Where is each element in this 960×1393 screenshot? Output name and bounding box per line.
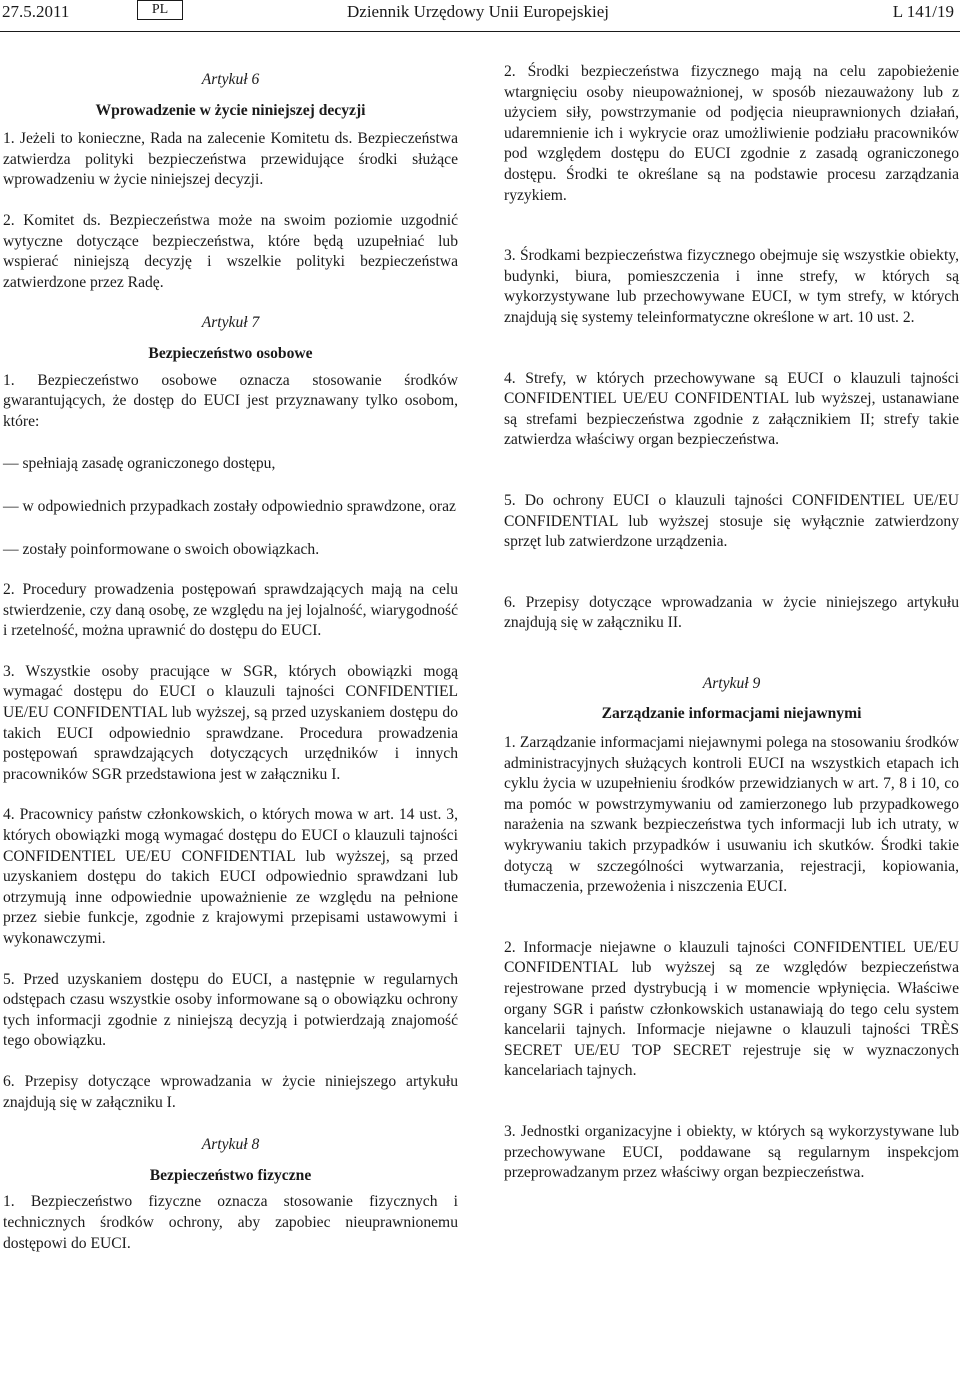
article-8-number: Artykuł 8: [201, 1136, 260, 1154]
page-header: [0, 0, 960, 34]
page-reference: L 141/19: [892, 2, 954, 21]
article-8-paragraph-4: 4. Strefy, w których przechowywane są EUCI o klauzuli tajności CONFIDENTIEL UE/EU CONFIDENTIAL lub wyższej, ustanawiane są strefami bezpieczeństwa zgodnie z załącznikiem II; strefy takie zatwierdza właściwy organ bezpieczeństwa.: [504, 369, 959, 449]
article-6-title: Wprowadzenie w życie niniejszej decyzji: [95, 101, 366, 119]
article-7-title: Bezpieczeństwo osobowe: [148, 344, 313, 362]
article-7-paragraph-2: 2. Procedury prowadzenia postępowań sprawdzających mają na celu stwierdzenie, czy daną osobę, ze względu na jej lojalność, wiarygodność i rzetelność, można uprawnić do dostępu do EUCI.: [3, 581, 458, 640]
right-column: [504, 62, 959, 1184]
left-column: [3, 62, 458, 1254]
article-6-paragraph-1: 1. Jeżeli to konieczne, Rada na zalecenie Komitetu ds. Bezpieczeństwa zatwierdza polityki bezpieczeństwa przewidujące środki służące wprowadzeniu w życie niniejszej decyzji.: [3, 130, 458, 189]
article-6-number: Artykuł 6: [201, 71, 260, 88]
article-7-dash-2: — w odpowiednich przypadkach zostały odpowiednio sprawdzone, oraz: [3, 497, 456, 515]
header-rule: [0, 31, 960, 32]
article-7-dash-1: — spełniają zasadę ograniczonego dostępu,: [3, 455, 276, 473]
article-7-dash-3: — zostały poinformowane o swoich obowiązkach.: [3, 540, 320, 558]
article-9-number: Artykuł 9: [702, 674, 761, 692]
article-9-paragraph-1: 1. Zarządzanie informacjami niejawnymi polega na stosowaniu środków administracyjnych służących kontroli EUCI na wszystkich etapach ich cyklu życia w uzupełnieniu środków przewidzianych w art. 7, 8 i 10, co ma pomóc w powstrzymywaniu od zamierzonego lub przypadkowego narażenia na szwank bezpieczeństwa tych informacji lub ich utraty, w wykrywaniu takich przypadków i usuwaniu ich skutków. Środki takie dotyczą w szczególności wytwarzania, rejestracji, kopiowania, tłumaczenia, przewożenia i niszczenia EUCI.: [504, 734, 959, 896]
article-7-paragraph-1: 1. Bezpieczeństwo osobowe oznacza stosowanie środków gwarantujących, że dostęp do EUCI jest przyznawany tylko osobom, które:: [3, 371, 458, 430]
article-8-paragraph-1: 1. Bezpieczeństwo fizyczne oznacza stosowanie fizycznych i technicznych środków ochrony, aby zapobiec nieuprawnionemu dostępowi do EUCI.: [3, 1193, 458, 1252]
article-6-paragraph-2: 2. Komitet ds. Bezpieczeństwa może na swoim poziomie uzgodnić wytyczne dotyczące bezpieczeństwa, które będą uzupełniać lub wspierać niniejszą decyzję i wszelkie polityki bezpieczeństwa zatwierdzone przez Radę.: [3, 211, 458, 291]
article-8-title: Bezpieczeństwo fizyczne: [149, 1166, 312, 1184]
article-7-paragraph-6: 6. Przepisy dotyczące wprowadzania w życie niniejszego artykułu znajdują się w załączniku I.: [3, 1072, 458, 1111]
article-9-paragraph-2: 2. Informacje niejawne o klauzuli tajności CONFIDENTIEL UE/EU CONFIDENTIAL lub wyższej są ze względów bezpieczeństwa rejestrowane przed dystrybucją i w momencie wpłynięcia. Właściwe organy SGR i państw członkowskich ustanawiają do tego celu system kancelarii tajnych. Informacje niejawne o klauzuli tajności TRÈS SECRET UE/EU TOP SECRET rejestruje się w wyznaczonych kancelariach tajnych.: [504, 938, 959, 1080]
article-8-paragraph-6: 6. Przepisy dotyczące wprowadzania w życie niniejszego artykułu znajdują się w załączniku II.: [504, 593, 959, 632]
article-8-paragraph-2: 2. Środki bezpieczeństwa fizycznego mają na celu zapobieżenie wtargnięciu osoby nieupoważnionej, w sposób niezauważony lub z użyciem siły, powstrzymanie od podjęcia nieuprawnionych działań, udaremnienie ich i wykrycie oraz umożliwienie podziału pracowników pod względem dostępu do EUCI zgodnie z zasadą ograniczonego dostępu. Środki te określane są na podstawie procesu zarządzania ryzykiem.: [504, 63, 959, 204]
article-7-paragraph-4: 4. Pracownicy państw członkowskich, o których mowa w art. 14 ust. 3, których obowiązki mogą wymagać dostępu do EUCI o klauzuli tajności CONFIDENTIEL UE/EU CONFIDENTIAL lub wyższej, są przed uzyskaniem dostępu do takich EUCI odpowiednio sprawdzani lub otrzymują inne odpowiednie upoważnienie ze względu na pełnione przez siebie funkcje, zgodnie z krajowymi przepisami ustawowymi i wykonawczymi.: [3, 806, 458, 947]
article-9-paragraph-3: 3. Jednostki organizacyjne i obiekty, w których są wykorzystywane lub przechowywane EUCI, poddawane są regularnym inspekcjom przeprowadzanym przez właściwy organ bezpieczeństwa.: [504, 1122, 959, 1182]
article-7-number: Artykuł 7: [201, 314, 260, 332]
article-9-title: Zarządzanie informacjami niejawnymi: [601, 705, 862, 723]
article-7-paragraph-5: 5. Przed uzyskaniem dostępu do EUCI, a następnie w regularnych odstępach czasu wszystkie osoby informowane są o obowiązku ochrony tych informacji zgodnie z niniejszą decyzją i potwierdzają znajomość tego obowiązku.: [3, 970, 458, 1050]
journal-title: Dziennik Urzędowy Unii Europejskiej: [347, 2, 610, 21]
publication-date: 27.5.2011: [2, 2, 70, 21]
article-8-paragraph-5: 5. Do ochrony EUCI o klauzuli tajności CONFIDENTIEL UE/EU CONFIDENTIAL lub wyższej stosuje się wyłącznie zatwierdzony sprzęt lub zatwierdzone urządzenia.: [504, 491, 959, 551]
article-8-paragraph-3: 3. Środkami bezpieczeństwa fizycznego obejmuje się wszystkie obiekty, budynki, biura, pomieszczenia i inne strefy, w których są wykorzystywane lub przechowywane EUCI, w tym strefy, w których znajdują się systemy teleinformatyczne określone w art. 10 ust. 2.: [504, 247, 959, 326]
language-badge: PL: [137, 0, 183, 20]
article-7-paragraph-3: 3. Wszystkie osoby pracujące w SGR, których obowiązki mogą wymagać dostępu do EUCI o klauzuli tajności CONFIDENTIEL UE/EU CONFIDENTIAL lub wyższej, są przed uzyskaniem dostępu do takich EUCI odpowiednio sprawdzane. Procedura prowadzenia postępowań sprawdzających dotyczących urzędników i innych pracowników SGR przedstawiona jest w załączniku I.: [3, 662, 458, 783]
